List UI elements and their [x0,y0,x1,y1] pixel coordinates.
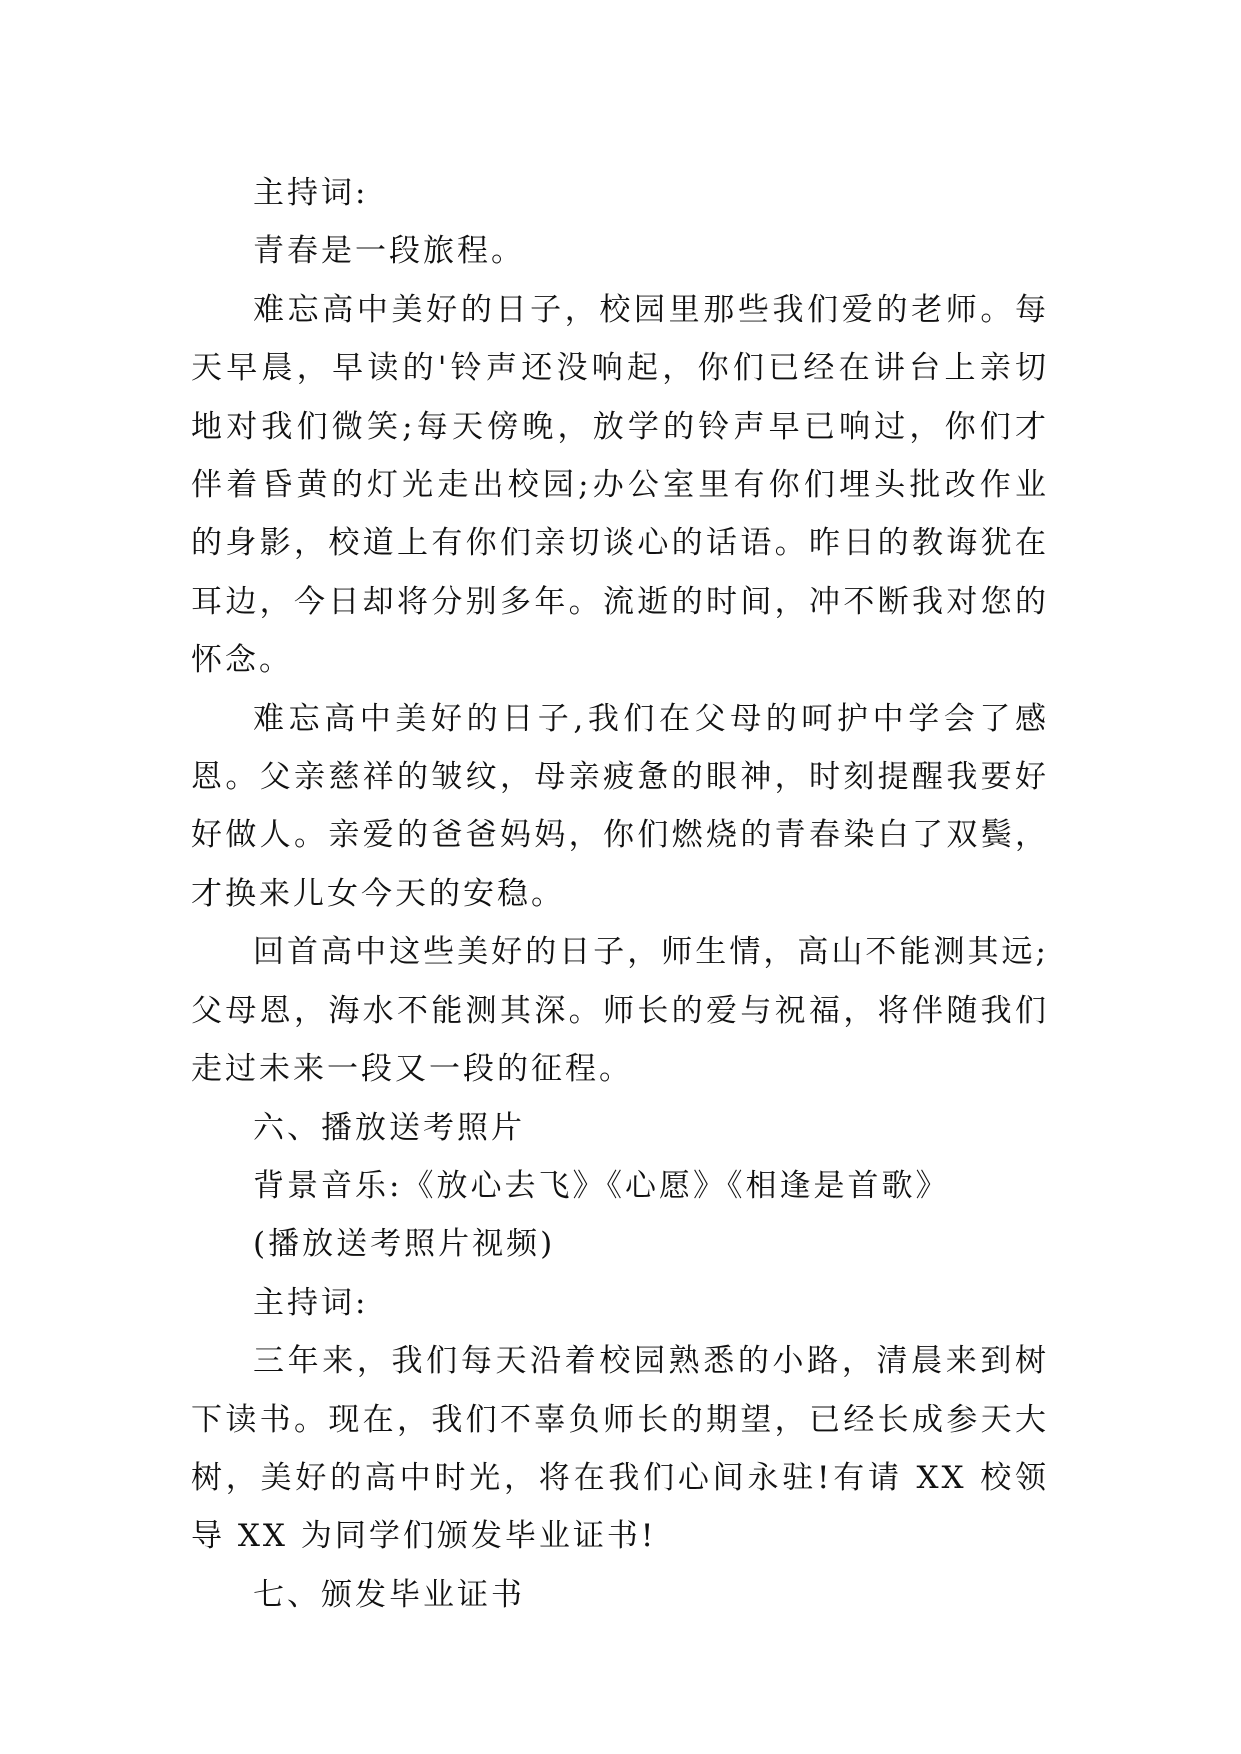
paragraph-looking-back: 回首高中这些美好的日子，师生情，高山不能测其远;父母恩，海水不能测其深。师长的爱与祝福，将伴随我们走过未来一段又一段的征程。 [191,934,1049,1088]
paragraph-three-years: 三年来，我们每天沿着校园熟悉的小路，清晨来到树下读书。现在，我们不辜负师长的期望，已经长成参天大树，美好的高中时光，将在我们心间永驻!有请 XX 校领导 XX 为同学们颁发毕业证书! [191,1343,1049,1555]
video-note: (播放送考照片视频) [253,1226,556,1263]
host-label: 主持词: [253,175,369,211]
background-music-line: 背景音乐:《放心去飞》《心愿》《相逢是首歌》 [253,1167,950,1204]
paragraph-youth-journey: 青春是一段旅程。 [253,233,525,270]
section-heading-7: 七、颁发毕业证书 [253,1576,525,1613]
section-heading-6: 六、播放送考照片 [253,1109,525,1146]
host-label-2: 主持词: [253,1284,369,1321]
paragraph-parents: 难忘高中美好的日子,我们在父母的呵护中学会了感恩。父亲慈祥的皱纹，母亲疲惫的眼神，时刻提醒我要好好做人。亲爱的爸爸妈妈，你们燃烧的青春染白了双鬓，才换来儿女今天的安稳。 [191,700,1049,912]
document-body [191,164,1049,1624]
paragraph-teachers: 难忘高中美好的日子，校园里那些我们爱的老师。每天早晨，早读的'铃声还没响起，你们已经在讲台上亲切地对我们微笑;每天傍晚，放学的铃声早已响过，你们才伴着昏黄的灯光走出校园;办公室里有你们埋头批改作业的身影，校道上有你们亲切谈心的话语。昨日的教诲犹在耳边，今日却将分别多年。流逝的时间，冲不断我对您的怀念。 [191,291,1049,679]
